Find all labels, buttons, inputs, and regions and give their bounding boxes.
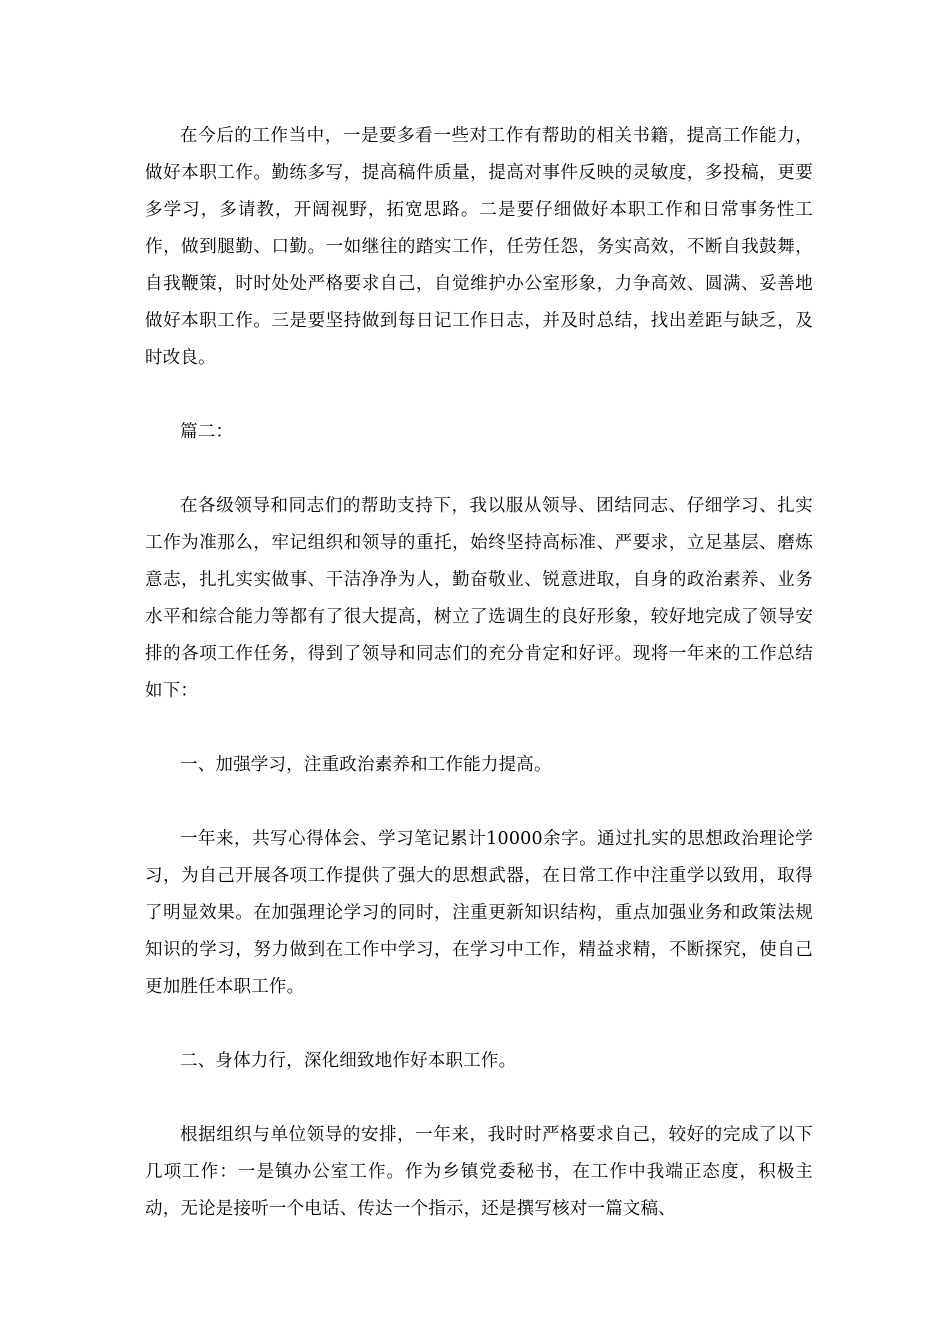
paragraph-future-work: 在今后的工作当中，一是要多看一些对工作有帮助的相关书籍，提高工作能力，做好本职工作。勤练多写，提高稿件质量，提高对事件反映的灵敏度，多投稿，更要多学习，多请教，开阔视野，拓宽思路。二是要仔细做好本职工作和日常事务性工作，做到腿勤、口勤。一如继往的踏实工作，任劳任怨，务实高效，不断自我鼓舞，自我鞭策，时时处处严格要求自己，自觉维护办公室形象，力争高效、圆满、妥善地做好本职工作。三是要坚持做到每日记工作日志，并及时总结，找出差距与缺乏，及时改良。 [145,126,813,368]
section-heading-part-two: 篇二： [180,422,234,442]
paragraph-intro: 在各级领导和同志们的帮助支持下，我以服从领导、团结同志、仔细学习、扎实工作为准那么，牢记组织和领导的重托，始终坚持高标准、严要求，立足基层、磨炼意志，扎扎实实做事、干洁净净为人，勤奋敬业、锐意进取，自身的政治素养、业务水平和综合能力等都有了很大提高，树立了选调生的良好形象，较好地完成了领导安排的各项工作任务，得到了领导和同志们的充分肯定和好评。现将一年来的工作总结如下： [145,496,813,701]
section-heading-work: 二、身体力行，深化细致地作好本职工作。 [180,1051,517,1071]
paragraph-work: 根据组织与单位领导的安排，一年来，我时时严格要求自己，较好的完成了以下几项工作：一是镇办公室工作。作为乡镇党委秘书，在工作中我端正态度，积极主动，无论是接听一个电话、传达一个指示，还是撰写核对一篇文稿、 [145,1125,813,1219]
section-heading-study: 一、加强学习，注重政治素养和工作能力提高。 [180,755,552,775]
paragraph-study: 一年来，共写心得体会、学习笔记累计10000余字。通过扎实的思想政治理论学习，为自己开展各项工作提供了强大的思想武器，在日常工作中注重学以致用，取得了明显效果。在加强理论学习的同时，注重更新知识结构，重点加强业务和政策法规知识的学习，努力做到在工作中学习，在学习中工作，精益求精，不断探究，使自己更加胜任本职工作。 [145,829,813,997]
document-body [145,118,813,1265]
